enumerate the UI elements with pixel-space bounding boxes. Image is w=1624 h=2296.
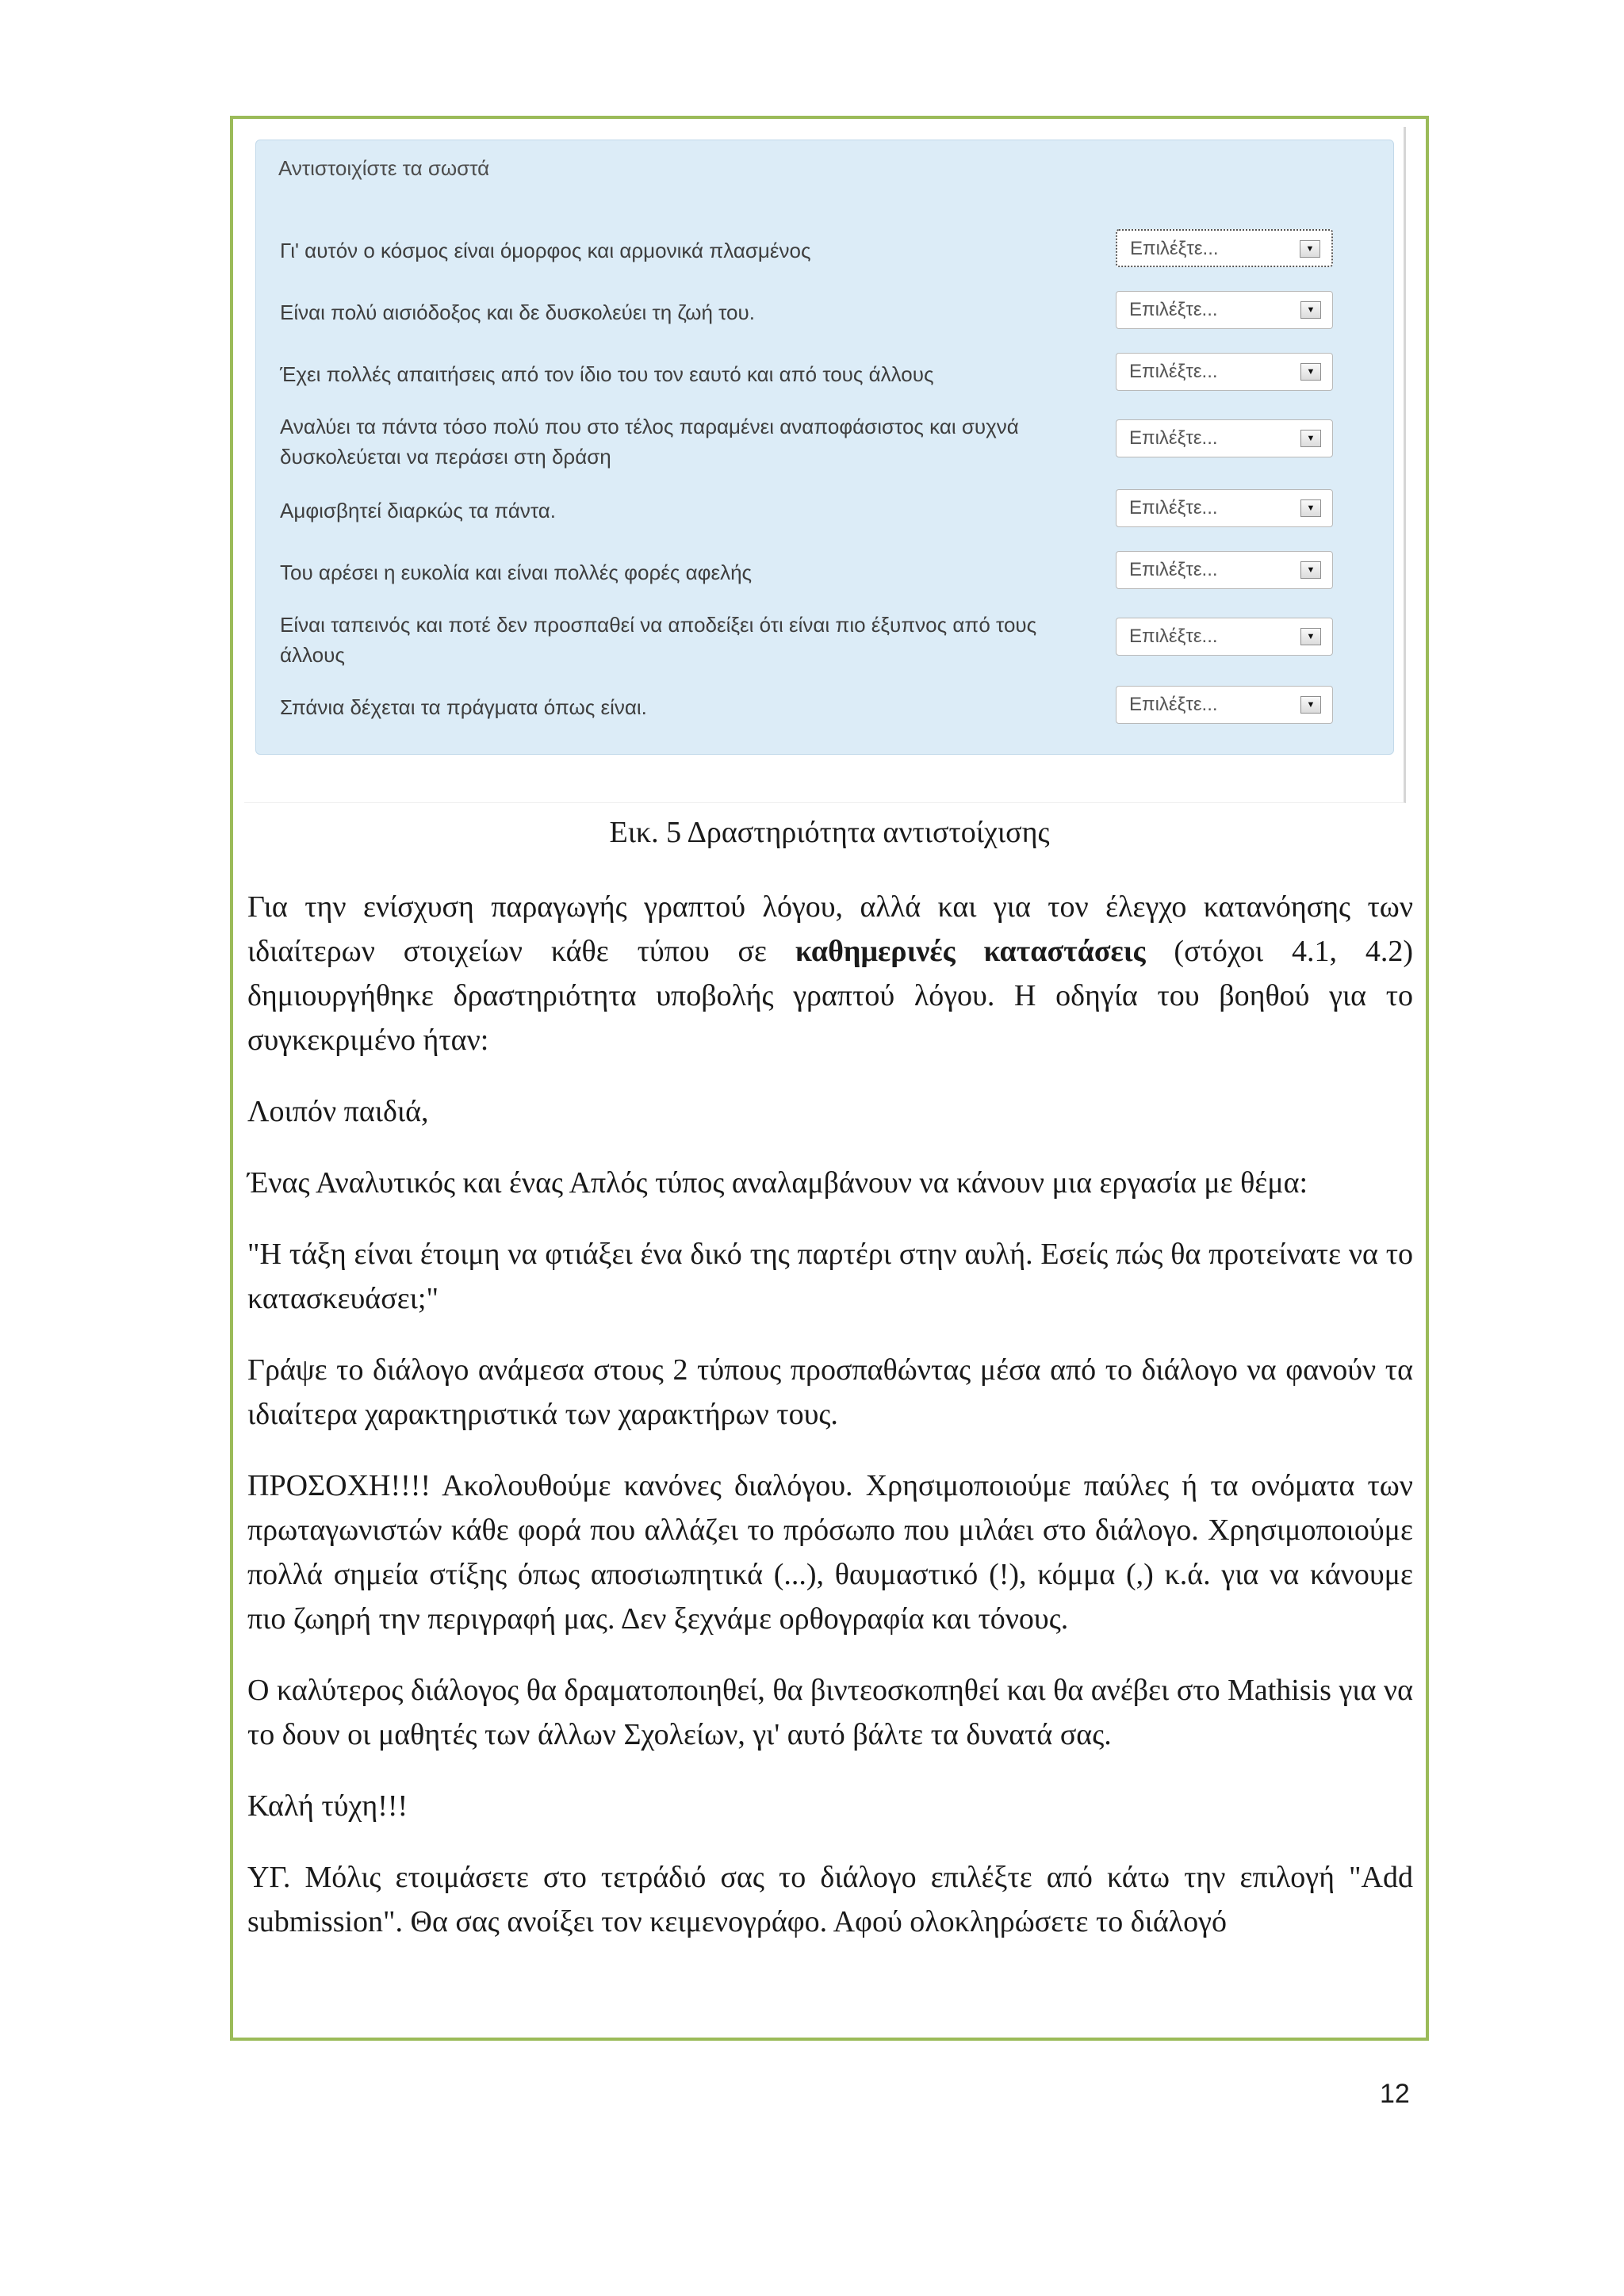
quiz-title: Αντιστοιχίστε τα σωστά [278,156,490,180]
answer-select[interactable] [1116,291,1333,329]
dropdown-arrow-icon: ▼ [1300,301,1321,319]
paragraph: Λοιπόν παιδιά, [247,1095,429,1128]
select-value: Επιλέξτε... [1129,427,1218,449]
dropdown-arrow-icon: ▼ [1300,499,1321,517]
dropdown-arrow-icon: ▼ [1300,240,1320,258]
dropdown-arrow-icon: ▼ [1300,430,1321,447]
dropdown-arrow-icon: ▼ [1300,363,1321,381]
answer-select[interactable] [1116,686,1333,724]
select-value: Επιλέξτε... [1129,299,1218,320]
content-frame [230,116,1429,2041]
paragraph: Ένας Αναλυτικός και ένας Απλός τύπος αναλαμβάνουν να κάνουν μια εργασία με θέμα: [247,1166,1308,1200]
quiz-item-text: Σπάνια δέχεται τα πράγματα όπως είναι. [280,695,647,719]
quiz-screenshot [244,127,1406,803]
select-value: Επιλέξτε... [1130,238,1219,259]
page-number: 12 [1380,2079,1410,2109]
answer-select[interactable] [1116,551,1333,589]
paragraph: Ο καλύτερος διάλογος θα δραματοποιηθεί, θα βιντεοσκοπηθεί και θα ανέβει στο Mathisis για να το δουν οι μαθητές των άλλων Σχολείων, γι' αυτό βάλτε τα δυνατά σας. [247,1674,1413,1751]
answer-select[interactable] [1116,618,1333,656]
answer-select[interactable] [1116,419,1333,457]
paragraph: ΠΡΟΣΟΧΗ!!!! Ακολουθούμε κανόνες διαλόγου. Χρησιμοποιούμε παύλες ή τα ονόματα των πρωταγωνιστών κάθε φορά που αλλάζει το πρόσωπο που μιλάει στο διάλογο. Χρησιμοποιούμε πολλά σημεία στίξης όπως αποσιωπητικά (...), θαυμαστικό (!), κόμμα (,) κ.ά. για να κάνουμε πιο ζωηρή την περιγραφή μας. Δεν ξεχνάμε ορθογραφία και τόνους. [247,1469,1413,1636]
paragraph-text: (στόχοι 4.1, 4.2) δημιουργήθηκε δραστηριότητα υποβολής γραπτού λόγου. Η οδηγία του βοηθού για το συγκεκριμένο ήταν: [247,935,1414,1057]
bold-phrase: καθημερινές καταστάσεις [795,935,1146,968]
answer-select[interactable] [1116,229,1333,267]
body-text [247,885,1413,1971]
matching-quiz-panel [255,140,1394,755]
select-value: Επιλέξτε... [1129,559,1218,580]
paragraph [247,885,1413,1062]
dropdown-arrow-icon: ▼ [1300,561,1321,579]
select-value: Επιλέξτε... [1129,361,1218,382]
dropdown-arrow-icon: ▼ [1300,696,1321,714]
quiz-item-text: Αναλύει τα πάντα τόσο πολύ που στο τέλος παραμένει αναποφάσιστος και συχνά δυσκολεύεται να περάσει στη δράση [280,415,1019,469]
paragraph: Γράψε το διάλογο ανάμεσα στους 2 τύπους προσπαθώντας μέσα από το διάλογο να φανούν τα ιδιαίτερα χαρακτηριστικά των χαρακτήρων τους. [247,1353,1413,1431]
answer-select[interactable] [1116,489,1333,527]
paragraph: "Η τάξη είναι έτοιμη να φτιάξει ένα δικό της παρτέρι στην αυλή. Εσείς πώς θα προτείνατε να το κατασκευάσει;" [247,1238,1413,1315]
quiz-item-text: Είναι πολύ αισιόδοξος και δε δυσκολεύει τη ζωή του. [280,300,755,324]
quiz-item-text: Γι' αυτόν ο κόσμος είναι όμορφος και αρμονικά πλασμένος [280,239,811,262]
select-value: Επιλέξτε... [1129,626,1218,647]
dropdown-arrow-icon: ▼ [1300,628,1321,645]
paragraph-text: Για την ενίσχυση παραγωγής γραπτού λόγου, αλλά και για τον έλεγχο κατανόησης των ιδιαίτερων στοιχείων κάθε τύπου σε [247,890,1413,968]
quiz-item-text: Του αρέσει η ευκολία και είναι πολλές φορές αφελής [280,561,753,584]
paragraph: Καλή τύχη!!! [247,1789,408,1823]
select-value: Επιλέξτε... [1129,497,1218,519]
quiz-item-text: Είναι ταπεινός και ποτέ δεν προσπαθεί να αποδείξει ότι είναι πιο έξυπνος από τους άλλους [280,613,1037,667]
figure-caption: Εικ. 5 Δραστηριότητα αντιστοίχισης [609,816,1050,849]
quiz-item-text: Έχει πολλές απαιτήσεις από τον ίδιο του τον εαυτό και από τους άλλους [280,362,934,386]
paragraph: ΥΓ. Μόλις ετοιμάσετε στο τετράδιό σας το διάλογο επιλέξτε από κάτω την επιλογή "Add submission". Θα σας ανοίξει τον κειμενογράφο. Αφού ολοκληρώσετε το διάλογό [247,1861,1413,1938]
quiz-item-text: Αμφισβητεί διαρκώς τα πάντα. [280,499,557,522]
answer-select[interactable] [1116,353,1333,391]
select-value: Επιλέξτε... [1129,694,1218,715]
